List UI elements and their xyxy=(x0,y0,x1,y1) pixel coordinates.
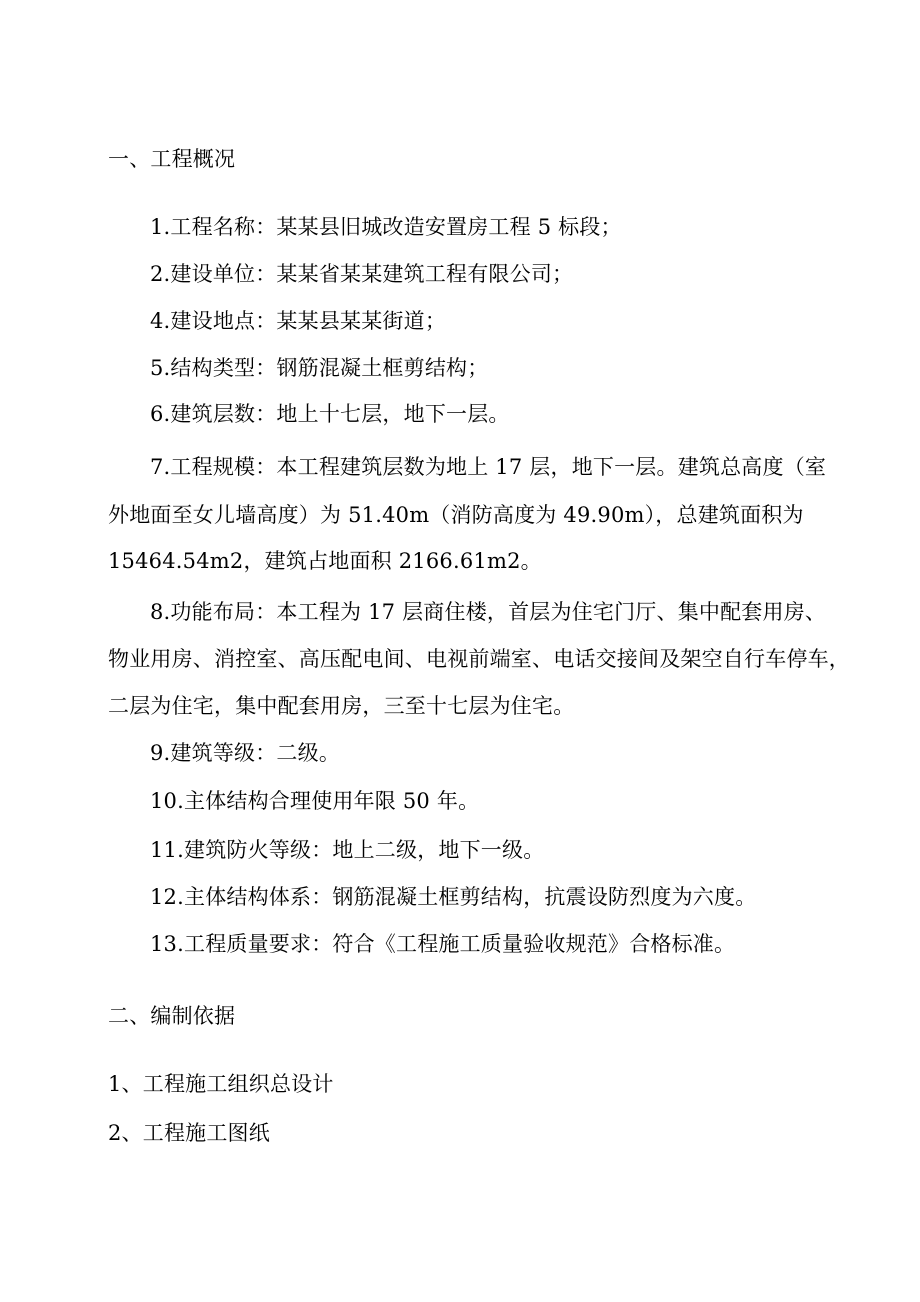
item-service-life: 10.主体结构合理使用年限 50 年。 xyxy=(150,789,480,813)
item-layout-line-2: 物业用房、消控室、高压配电间、电视前端室、电话交接间及架空自行车停车， xyxy=(108,647,850,671)
item-project-name: 1.工程名称：某某县旧城改造安置房工程 5 标段； xyxy=(150,215,622,239)
section-1-title: 一、工程概况 xyxy=(108,147,236,171)
item-floors: 6.建筑层数：地上十七层，地下一层。 xyxy=(150,402,510,426)
item-scale-line-3: 15464.54m2，建筑占地面积 2166.61m2。 xyxy=(108,549,542,573)
item-structural-system: 12.主体结构体系：钢筋混凝土框剪结构，抗震设防烈度为六度。 xyxy=(150,885,757,909)
section-2-title: 二、编制依据 xyxy=(108,1004,236,1028)
item-location: 4.建设地点：某某县某某街道； xyxy=(150,309,447,333)
basis-item-1: 1、工程施工组织总设计 xyxy=(108,1072,334,1096)
item-building-grade: 9.建筑等级：二级。 xyxy=(150,741,341,765)
item-structure-type: 5.结构类型：钢筋混凝土框剪结构； xyxy=(150,356,489,380)
item-scale-line-2: 外地面至女儿墙高度）为 51.40m（消防高度为 49.90m），总建筑面积为 xyxy=(108,503,804,527)
item-layout-line-3: 二层为住宅，集中配套用房，三至十七层为住宅。 xyxy=(108,694,575,718)
item-builder: 2.建设单位：某某省某某建筑工程有限公司； xyxy=(150,262,574,286)
item-layout-line-1: 8.功能布局：本工程为 17 层商住楼，首层为住宅门厅、集中配套用房、 xyxy=(150,600,827,624)
item-quality-requirement: 13.工程质量要求：符合《工程施工质量验收规范》合格标准。 xyxy=(150,932,736,956)
item-scale-line-1: 7.工程规模：本工程建筑层数为地上 17 层，地下一层。建筑总高度（室 xyxy=(150,455,827,479)
basis-item-2: 2、工程施工图纸 xyxy=(108,1121,270,1145)
item-fire-rating: 11.建筑防火等级：地上二级，地下一级。 xyxy=(150,838,545,862)
